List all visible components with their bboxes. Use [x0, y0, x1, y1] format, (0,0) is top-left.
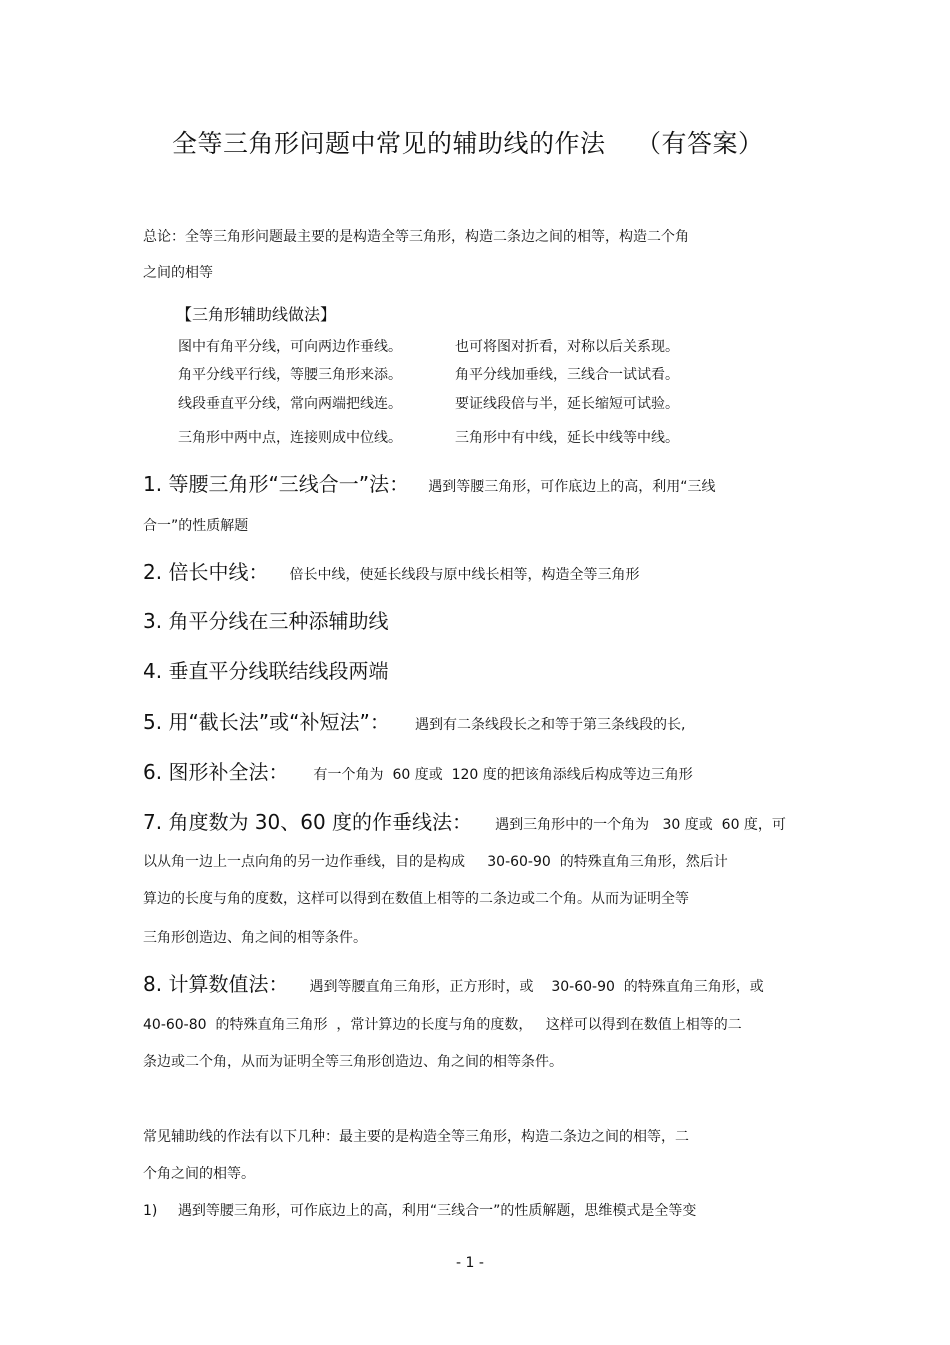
rule-right-3: 要证线段倍与半，延长缩短可试验。	[455, 396, 679, 412]
method-1	[143, 468, 716, 497]
method-2	[143, 556, 640, 585]
method-8	[143, 968, 764, 997]
title-suffix: （有答案）	[635, 129, 764, 158]
method-7-cont-2: 算边的长度与角的度数，这样可以得到在数值上相等的二条边或二个角。从而为证明全等	[143, 891, 689, 907]
rule-right-4: 三角形中有中线，延长中线等中线。	[455, 430, 679, 446]
document-title	[172, 124, 763, 160]
method-heading: 6. 图形补全法：	[143, 760, 289, 784]
method-desc: 遇到三角形中的一个角为 30 度或 60 度，可	[495, 817, 786, 833]
method-heading: 5. 用“截长法”或“补短法”：	[143, 710, 390, 734]
method-1-cont-1: 合一”的性质解题	[143, 518, 249, 534]
common-line-2: 个角之间的相等。	[143, 1166, 255, 1182]
item-text: 遇到等腰三角形，可作底边上的高，利用“三线合一”的性质解题，思维模式是全等变	[177, 1203, 697, 1219]
method-5	[143, 706, 685, 735]
page-number: - 1 -	[456, 1255, 484, 1271]
method-desc: 有一个角为 60 度或 120 度的把该角添线后构成等边三角形	[313, 767, 693, 783]
rule-left-3: 线段垂直平分线，常向两端把线连。	[178, 396, 402, 412]
method-6	[143, 756, 693, 785]
method-7	[143, 806, 786, 835]
title-main: 全等三角形问题中常见的辅助线的作法	[172, 129, 606, 158]
method-desc: 遇到等腰三角形，可作底边上的高，利用“三线	[428, 479, 716, 495]
method-7-cont-1: 以从角一边上一点向角的另一边作垂线，目的是构成 30-60-90 的特殊直角三角形，然后计	[143, 854, 728, 870]
method-8-cont-1: 40-60-80 的特殊直角三角形 ，常计算边的长度与角的度数， 这样可以得到在数值上相等的二	[143, 1017, 742, 1033]
method-desc: 遇到等腰直角三角形，正方形时，或 30-60-90 的特殊直角三角形，或	[309, 979, 764, 995]
method-desc: 倍长中线，使延长线段与原中线长相等，构造全等三角形	[289, 567, 640, 583]
summary-line-1: 总论：全等三角形问题最主要的是构造全等三角形，构造二条边之间的相等，构造二个角	[143, 229, 689, 245]
method-heading: 2. 倍长中线：	[143, 560, 269, 584]
method-heading: 8. 计算数值法：	[143, 972, 289, 996]
summary-line-2: 之间的相等	[143, 265, 213, 281]
method-3-heading: 3. 角平分线在三种添辅助线	[143, 609, 389, 633]
rule-right-1: 也可将图对折看，对称以后关系现。	[455, 339, 679, 355]
method-8-cont-2: 条边或二个角，从而为证明全等三角形创造边、角之间的相等条件。	[143, 1054, 563, 1070]
common-line-1: 常见辅助线的作法有以下几种：最主要的是构造全等三角形，构造二条边之间的相等，二	[143, 1129, 689, 1145]
rule-left-1: 图中有角平分线，可向两边作垂线。	[178, 339, 402, 355]
method-heading: 7. 角度数为 30、60 度的作垂线法：	[143, 810, 473, 834]
method-desc: 遇到有二条线段长之和等于第三条线段的长,	[414, 717, 686, 733]
rules-heading: 【三角形辅助线做法】	[176, 305, 337, 324]
item-number: 1)	[143, 1203, 158, 1219]
rule-left-2: 角平分线平行线，等腰三角形来添。	[178, 367, 402, 383]
method-4-heading: 4. 垂直平分线联结线段两端	[143, 659, 389, 683]
method-7-cont-3: 三角形创造边、角之间的相等条件。	[143, 930, 367, 946]
method-heading: 1. 等腰三角形“三线合一”法：	[143, 472, 410, 496]
rule-right-2: 角平分线加垂线，三线合一试试看。	[455, 367, 679, 383]
rule-left-4: 三角形中两中点，连接则成中位线。	[178, 430, 402, 446]
common-item-1	[143, 1200, 696, 1220]
